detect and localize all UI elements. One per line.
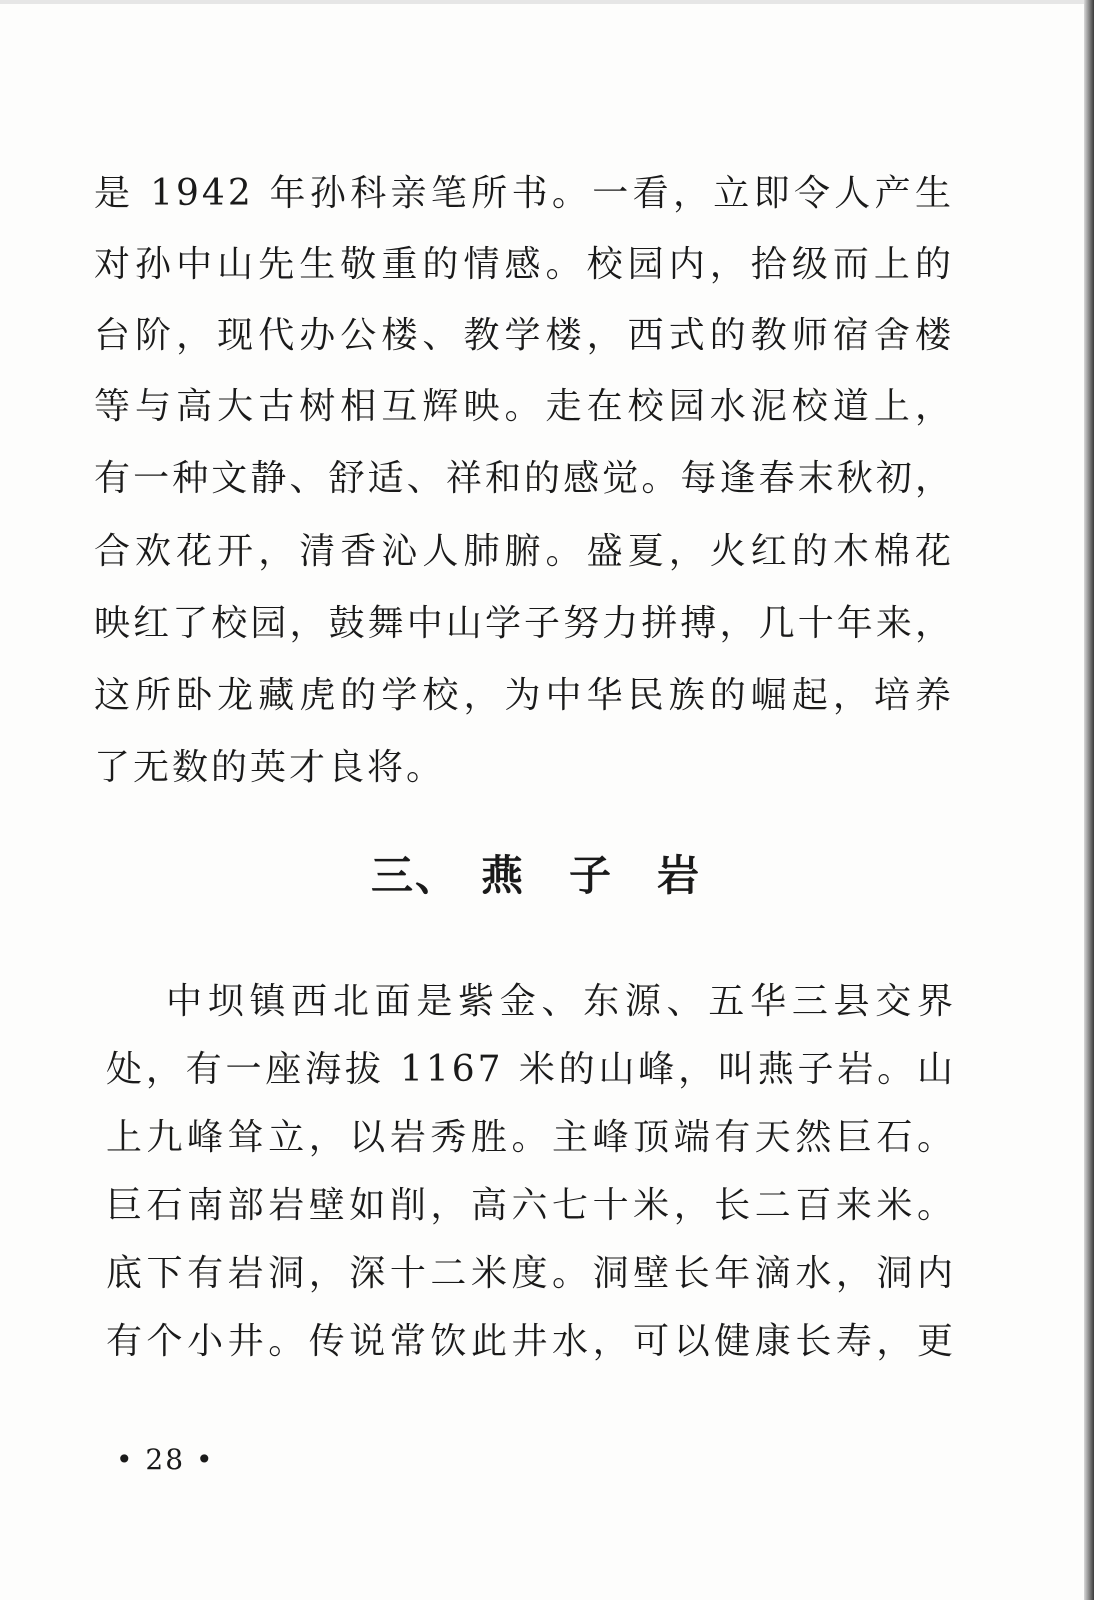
paragraph-2-line-5: 底下有岩洞，深十二米度。洞壁长年滴水，洞内 <box>106 1253 956 1294</box>
section-heading-number: 三、 <box>370 851 459 900</box>
paragraph-1-line-7: 映红了校园，鼓舞中山学子努力拼搏，几十年来， <box>94 603 954 644</box>
paragraph-2-line-2: 处，有一座海拔 1167 米的山峰，叫燕子岩。山 <box>106 1049 956 1090</box>
page-right-edge <box>1084 0 1094 1600</box>
paragraph-1-line-2: 对孙中山先生敬重的情感。校园内，拾级而上的 <box>94 244 954 285</box>
paragraph-1-line-4: 等与高大古树相互辉映。走在校园水泥校道上， <box>94 386 954 427</box>
section-heading-char-2: 子 <box>569 851 614 900</box>
paragraph-2-line-6: 有个小井。传说常饮此井水，可以健康长寿，更 <box>106 1321 956 1362</box>
paragraph-1-line-8: 这所卧龙藏虎的学校，为中华民族的崛起，培养 <box>94 675 954 716</box>
paragraph-1-line-1: 是 1942 年孙科亲笔所书。一看，立即令人产生 <box>94 173 954 214</box>
section-heading-char-1: 燕 <box>480 851 525 900</box>
paragraph-1-line-9: 了无数的英才良将。 <box>94 747 446 788</box>
section-heading-char-3: 岩 <box>657 851 702 900</box>
paragraph-1-line-3: 台阶，现代办公楼、教学楼，西式的教师宿舍楼 <box>94 315 954 356</box>
paragraph-2-line-1: 中坝镇西北面是紫金、东源、五华三县交界 <box>166 981 956 1022</box>
paragraph-1-line-6: 合欢花开，清香沁人肺腑。盛夏，火红的木棉花 <box>94 531 954 572</box>
page-number: • 28 • <box>116 1443 215 1476</box>
paragraph-1-line-5: 有一种文静、舒适、祥和的感觉。每逢春末秋初， <box>94 458 954 499</box>
paragraph-2-line-4: 巨石南部岩壁如削，高六七十米，长二百来米。 <box>106 1185 956 1226</box>
section-heading <box>0 850 1094 902</box>
paragraph-2-line-3: 上九峰耸立，以岩秀胜。主峰顶端有天然巨石。 <box>106 1117 956 1158</box>
page-top-edge <box>0 0 1094 4</box>
